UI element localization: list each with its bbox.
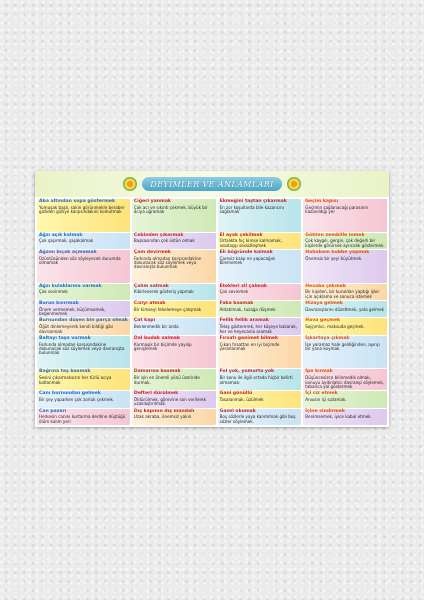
poster-header xyxy=(35,171,389,197)
idiom-poster xyxy=(35,171,389,427)
idiom-definition: Beklenmedik bir anda xyxy=(133,324,179,330)
idiom-definition: Telaş göstererek, her köşeye bakarak, her ve heyecanla aramak xyxy=(219,324,298,334)
idiom-card xyxy=(303,369,387,390)
idiom-definition: Başkasından çok üstün olmak xyxy=(133,238,195,244)
idiom-term: Fellik fellik aramak xyxy=(219,318,269,324)
idiom-definition: Karmaşık bir biçimde yayılıp genişlemek xyxy=(133,341,192,351)
idiom-definition: Tasalanmak, üzülmek xyxy=(219,396,264,402)
idiom-term: Aba altından sopa göstermek xyxy=(39,199,116,204)
idiom-card xyxy=(303,284,387,300)
idiom-card xyxy=(132,336,216,369)
idiom-definition: Çaresiz kalıp ne yapacağını bilememek xyxy=(219,255,276,266)
idiom-definition: Düşüncesizce bilinmedik olmak, konuyu aydınlatıcı davranıp söylemek, tabanca yol göstermek xyxy=(305,375,385,389)
poster-title: DEYİMLER VE ANLAMLARI xyxy=(142,177,282,191)
idiom-definition: Çok kaygılı, gergin, çok değerli bir kişilerde görürsek ayrıcalık göstermek. xyxy=(305,238,385,248)
idiom-term: El ayak çekilmek xyxy=(219,232,263,238)
idiom-card xyxy=(303,391,387,407)
idiom-term: Canı burnundan gelmek xyxy=(39,391,101,397)
idiom-definition: Çok sevinmek xyxy=(219,289,249,295)
idiom-definition: Bir konu ile ilgili ortada hiçbir belirti olmaması xyxy=(219,375,293,385)
idiom-card xyxy=(218,284,302,300)
idiom-definition: Bir kimseyi tekelemeye çalışmak xyxy=(133,306,202,312)
idiom-term: Cebinden çıkarmak xyxy=(133,232,184,238)
idiom-term: Dış kapının dış mandalı xyxy=(133,408,195,414)
idiom-card xyxy=(132,318,216,334)
idiom-term: Hababam kubbe yapmak xyxy=(305,250,370,256)
idiom-card xyxy=(218,199,302,232)
idiom-card xyxy=(132,199,216,232)
idiom-card xyxy=(303,318,387,334)
idiom-card xyxy=(132,369,216,390)
idiom-card xyxy=(37,318,130,334)
idiom-term: İçine sindirmek xyxy=(305,408,345,414)
idiom-term: Geçim kapısı xyxy=(305,199,339,204)
idiom-term: İşkartoya çıkmak xyxy=(305,335,350,341)
idiom-term: Dal budak salmak xyxy=(133,335,180,341)
idiom-card xyxy=(132,391,216,407)
idiom-term: Faka basmak xyxy=(219,301,254,307)
idiom-term: Ekmeğini taştan çıkarmak xyxy=(219,199,287,204)
idiom-card xyxy=(132,409,216,425)
idiom-card xyxy=(303,199,387,232)
flower-icon xyxy=(287,177,301,191)
idiom-definition: Anıusın içi sızlamak. xyxy=(305,396,347,402)
idiom-definition: Geçimin sağlanacağı parasının kazanıldığı yer xyxy=(305,204,369,215)
idiom-definition: Farkında olmadan karşısındakine dokunacak söz söylemek veya davranışta bulunmak xyxy=(133,255,202,270)
idiom-term: Fol yok, yumurta yok xyxy=(219,369,275,375)
idiom-card xyxy=(218,250,302,283)
idiom-term: Defteri dürülmek xyxy=(133,391,179,397)
idiom-definition: Bir işin en önemli yönü üzerinde durmak. xyxy=(133,375,200,385)
idiom-term: Cızıyı atmak xyxy=(133,301,166,307)
idiom-card xyxy=(132,233,216,249)
idiom-card xyxy=(218,336,302,369)
idiom-term: Çat kapı xyxy=(133,318,156,324)
idiom-term: Bağrına taş basmak xyxy=(39,369,91,375)
idiom-term: Ağzı açık kalmak xyxy=(39,232,83,238)
idiom-definition: Öldürülmek, görevine son verilerek uzaklaştırılmak. xyxy=(133,396,206,407)
idiom-definition: Yumuşak başlı, sakin görünmekle beraber gizliden gizliye karşısındakini korkutmak xyxy=(39,204,125,215)
idiom-definition: Çok acı ve sıkıntı çekmek, büyük bir acıya uğramak xyxy=(133,204,208,215)
idiom-card xyxy=(303,336,387,369)
idiom-term: Gökten zembille inmek xyxy=(305,232,365,238)
idiom-definition: Boş sözlerle yaya kandırmak gibi boş sözler söylemek. xyxy=(219,414,296,424)
idiom-card xyxy=(132,250,216,283)
idiom-card xyxy=(37,409,130,425)
idiom-definition: En zor koşullarda bile kazancını sağlamak xyxy=(219,204,284,215)
idiom-card xyxy=(37,250,130,283)
idiom-definition: Çıkan fırsattan en iyi biçimde yararlanmak xyxy=(219,341,280,351)
idiom-card xyxy=(37,336,130,369)
idiom-card xyxy=(218,318,302,334)
idiom-definition: Çok sevinmek xyxy=(39,289,68,295)
idiom-term: Baltayı taşa vurmak xyxy=(39,335,91,341)
idiom-term: İçi cız etmek xyxy=(305,391,338,397)
idiom-definition: Bir şey yaparken çok zorluk çekmek. xyxy=(39,396,115,402)
idiom-card xyxy=(218,409,302,425)
idiom-card xyxy=(37,199,130,232)
idiom-card xyxy=(218,301,302,317)
idiom-definition: Kibirlenerek gösteriş yapmak xyxy=(133,289,194,295)
idiom-card xyxy=(303,250,387,283)
idiom-definition: Önem vermemek, küçümsemek, beğenmemek xyxy=(39,306,106,317)
idiom-term: Hava geçmek xyxy=(305,318,341,324)
idiom-card xyxy=(37,284,130,300)
idiom-definition: Önemsiz bir şeyi büyütmek. xyxy=(305,255,363,261)
idiom-definition: Farkında olmadan karşısındakine dokunacak söz söylemek veya davranışta bulunmak xyxy=(39,341,125,356)
idiom-term: Gazel okumak xyxy=(219,408,256,414)
idiom-card xyxy=(218,369,302,390)
idiom-definition: Çok şaşırmak, şaşakalmak xyxy=(39,238,94,244)
idiom-definition: Üzüntüsünden söz söyleyecek durumda olmamak xyxy=(39,255,121,266)
idiom-term: Can pazarı xyxy=(39,408,67,414)
idiom-card xyxy=(37,233,130,249)
idiom-definition: Aldatılmak, tuzağa düşmek xyxy=(219,306,276,312)
idiom-card xyxy=(303,301,387,317)
idiom-card xyxy=(37,391,130,407)
idiom-card xyxy=(37,369,130,390)
idiom-definition: Sojçımlıcı, maksuda geçmek. xyxy=(305,324,365,330)
idiom-term: Damarına basmak xyxy=(133,369,181,375)
idiom-term: Gani gönüllü xyxy=(219,391,253,397)
idiom-term: Ağzını bıçak açmamak xyxy=(39,250,97,256)
idiom-definition: Sesini çıkarmaksızın her türlü acıya katlanmak xyxy=(39,375,112,385)
idiom-card xyxy=(37,301,130,317)
idiom-term: Ciğeri yanmak xyxy=(133,199,171,204)
idiom-definition: Öğüt dinlemeyerek kendi bildiği gibi davranmak xyxy=(39,324,114,334)
idiom-term: Burun kıvırmak xyxy=(39,301,79,307)
flower-icon xyxy=(123,177,137,191)
idiom-definition: Bir kişiden, bir kuruldan yaptığı işler için açıklama ve sonuca istemek xyxy=(305,289,380,299)
idiom-term: Etekleri zil çalmak xyxy=(219,283,267,289)
idiom-term: Burnundan düşen bin parça olmak xyxy=(39,318,128,324)
idiom-definition: Uzak akraba, önemsiz yakın. xyxy=(133,414,193,420)
idiom-term: Çam devirmek xyxy=(133,250,171,256)
idiom-term: Hizaya gelmek xyxy=(305,301,343,307)
idiom-definition: İşe yaramaz hale geldiğinden, ayırıp bir yana koymak. xyxy=(305,341,380,351)
idiom-definition: Ortalıkta hiç kimse kalmamak, ıssızlaşıp sessizleşmek xyxy=(219,238,282,248)
idiom-card xyxy=(303,409,387,425)
idiom-card xyxy=(218,233,302,249)
idiom-term: Eli böğründe kalmak xyxy=(219,250,273,256)
idiom-card xyxy=(218,391,302,407)
idiom-term: Çalım satmak xyxy=(133,283,169,289)
idiom-grid xyxy=(37,199,387,425)
idiom-term: Ağzı kulaklarına varmak xyxy=(39,283,102,289)
idiom-term: Hesaba çekmek xyxy=(305,283,346,289)
idiom-definition: Herkesin canını kurtarma derdine düştüğü ölüm kalım yeri xyxy=(39,414,126,424)
idiom-definition: Davranışlarını düzeltmek, yola gelmek xyxy=(305,306,385,312)
idiom-term: Fırsatı ganimet bilmek xyxy=(219,335,279,341)
idiom-term: İpe kırmak xyxy=(305,369,333,375)
idiom-card xyxy=(132,301,216,317)
idiom-definition: Benimsemek, iyice kabul etmek. xyxy=(305,414,372,420)
idiom-card xyxy=(303,233,387,249)
idiom-card xyxy=(132,284,216,300)
